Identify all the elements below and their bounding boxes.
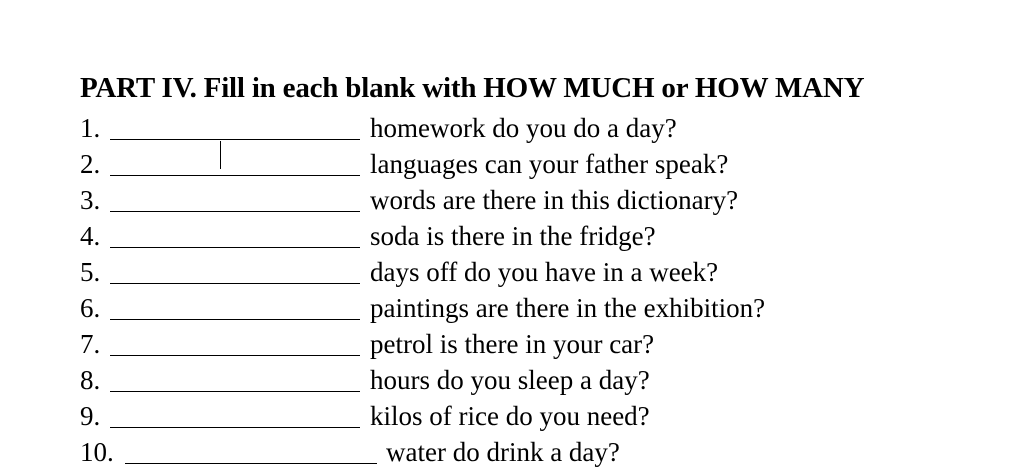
question-number: 8. — [80, 365, 101, 395]
answer-blank[interactable] — [110, 211, 360, 212]
question-number: 5. — [80, 257, 101, 287]
question-number: 7. — [80, 329, 101, 359]
answer-blank[interactable] — [110, 355, 360, 356]
text-cursor — [220, 141, 221, 169]
question-number: 9. — [80, 401, 101, 431]
answer-blank[interactable] — [110, 283, 360, 284]
question-number: 2. — [80, 149, 101, 179]
question-number: 6. — [80, 293, 101, 323]
answer-blank[interactable] — [110, 427, 360, 428]
question-number: 1. — [80, 113, 101, 143]
answer-blank[interactable] — [110, 247, 360, 248]
question-text: paintings are there in the exhibition? — [370, 293, 766, 323]
answer-blank[interactable] — [110, 175, 360, 176]
question-text: languages can your father speak? — [370, 149, 729, 179]
question-text: soda is there in the fridge? — [370, 221, 656, 251]
question-number: 10. — [80, 437, 114, 467]
section-title: PART IV. Fill in each blank with HOW MUCH or HOW MANY — [80, 72, 865, 104]
question-text: water do drink a day? — [386, 437, 620, 467]
question-number: 4. — [80, 221, 101, 251]
answer-blank[interactable] — [110, 319, 360, 320]
answer-blank[interactable] — [110, 391, 360, 392]
question-text: days off do you have in a week? — [370, 257, 719, 287]
question-text: kilos of rice do you need? — [370, 401, 650, 431]
question-text: words are there in this dictionary? — [370, 185, 739, 215]
question-text: hours do you sleep a day? — [370, 365, 650, 395]
question-text: homework do you do a day? — [370, 113, 677, 143]
answer-blank[interactable] — [125, 463, 377, 464]
question-text: petrol is there in your car? — [370, 329, 655, 359]
answer-blank[interactable] — [110, 139, 360, 140]
question-number: 3. — [80, 185, 101, 215]
